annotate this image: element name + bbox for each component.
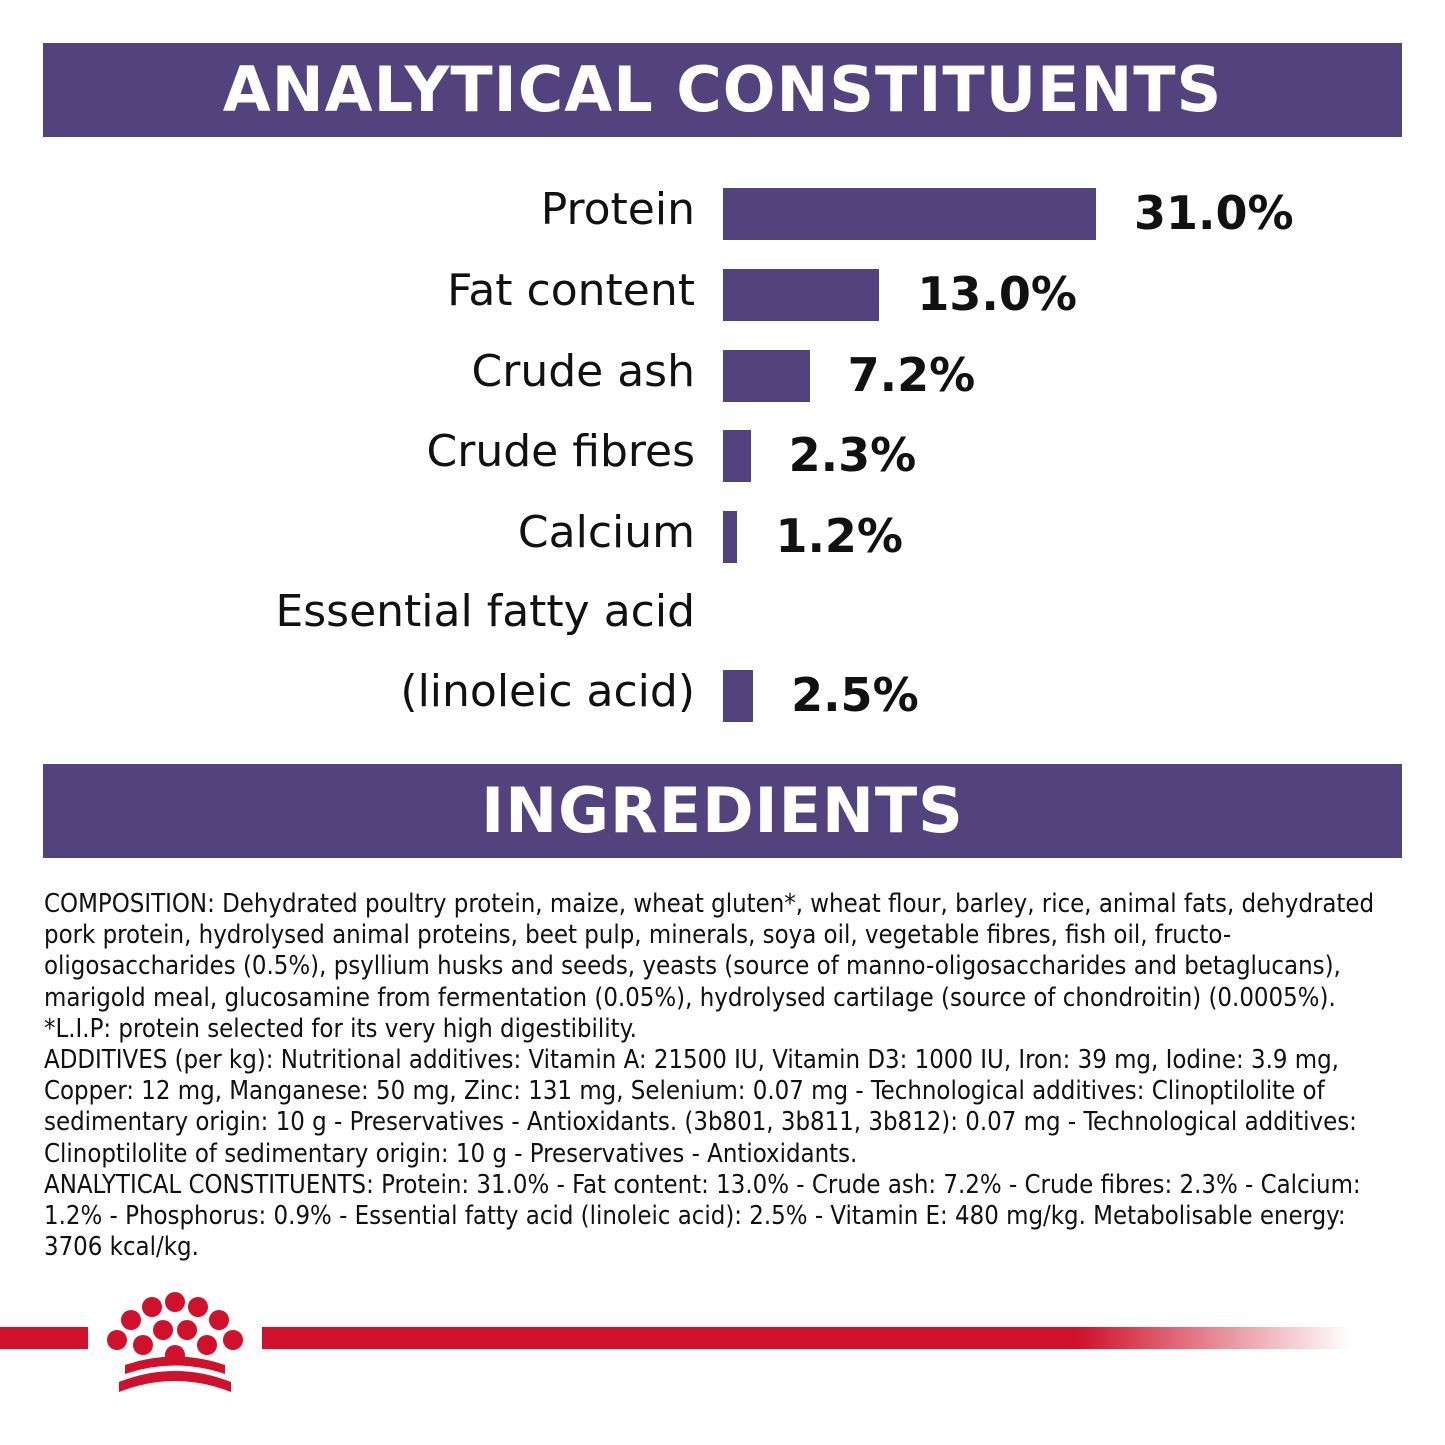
bar-value-label: 1.2% <box>775 509 904 563</box>
bar-value-label: 13.0% <box>917 267 1077 321</box>
bar <box>723 511 737 563</box>
ingredients-text <box>44 889 1384 1263</box>
analytical-constituents-title: ANALYTICAL CONSTITUENTS <box>222 53 1223 126</box>
bar-label: Protein <box>540 184 695 235</box>
bar-value-label: 2.3% <box>788 428 917 482</box>
bar-label: Calcium <box>517 507 695 558</box>
ingredients-header <box>43 764 1402 858</box>
additives-paragraph: ADDITIVES (per kg): Nutritional additives: Vitamin A: 21500 IU, Vitamin D3: 1000 IU, Iron: 39 mg, Iodine: 3.9 mg, Copper: 12 mg, Manganese: 50 mg, Zinc: 131 mg, Selenium: 0.07 mg - Technological additives: Clinoptilolite of sedimentary origin: 10 g - Preservatives - Antioxidants. (3b801, 3b811, 3b812): 0.07 mg - Technological additives: Clinoptilolite of sedimentary origin: 10 g - Preservatives - Antioxidants. <box>44 1045 1357 1169</box>
bar-label: Crude ash <box>471 346 695 397</box>
bar-value-label: 2.5% <box>791 668 919 722</box>
bar-label: (linoleic acid) <box>400 666 695 717</box>
bar-label: Essential fatty acid <box>275 586 695 637</box>
bar <box>723 188 1096 240</box>
bar <box>723 670 753 722</box>
composition-paragraph: COMPOSITION: Dehydrated poultry protein, maize, wheat gluten*, wheat flour, barley, rice, animal fats, dehydrated pork protein, hydrolysed animal proteins, beet pulp, minerals, soya oil, vegetable fibres, fish oil, fructo-oligosaccharides (0.5%), psyllium husks and seeds, yeasts (source of manno-oligosaccharides and betaglucans), marigold meal, glucosamine from fermentation (0.05%), hydrolysed cartilage (source of chondroitin) (0.0005%). *L.I.P: protein selected for its very high digestibility. <box>44 889 1375 1044</box>
bar-value-label: 7.2% <box>847 348 976 402</box>
bar-label: Fat content <box>447 265 695 316</box>
ingredients-title: INGREDIENTS <box>481 774 964 847</box>
analytical-constituents-paragraph: ANALYTICAL CONSTITUENTS: Protein: 31.0% - Fat content: 13.0% - Crude ash: 7.2% - Crude fibres: 2.3% - Calcium: 1.2% - Phosphorus: 0.9% - Essential fatty acid (linoleic acid): 2.5% - Vitamin E: 480 mg/kg. Metabolisable energy: 3706 kcal/kg. <box>44 1169 1361 1263</box>
bar-value-label: 31.0% <box>1134 186 1294 240</box>
footer-red-line-right <box>262 1327 1350 1349</box>
bar <box>723 430 751 482</box>
bar <box>723 350 810 402</box>
bar <box>723 269 879 321</box>
bar-label: Crude fibres <box>426 426 695 477</box>
footer-red-line-left <box>0 1327 88 1349</box>
crown-icon <box>95 1290 255 1410</box>
